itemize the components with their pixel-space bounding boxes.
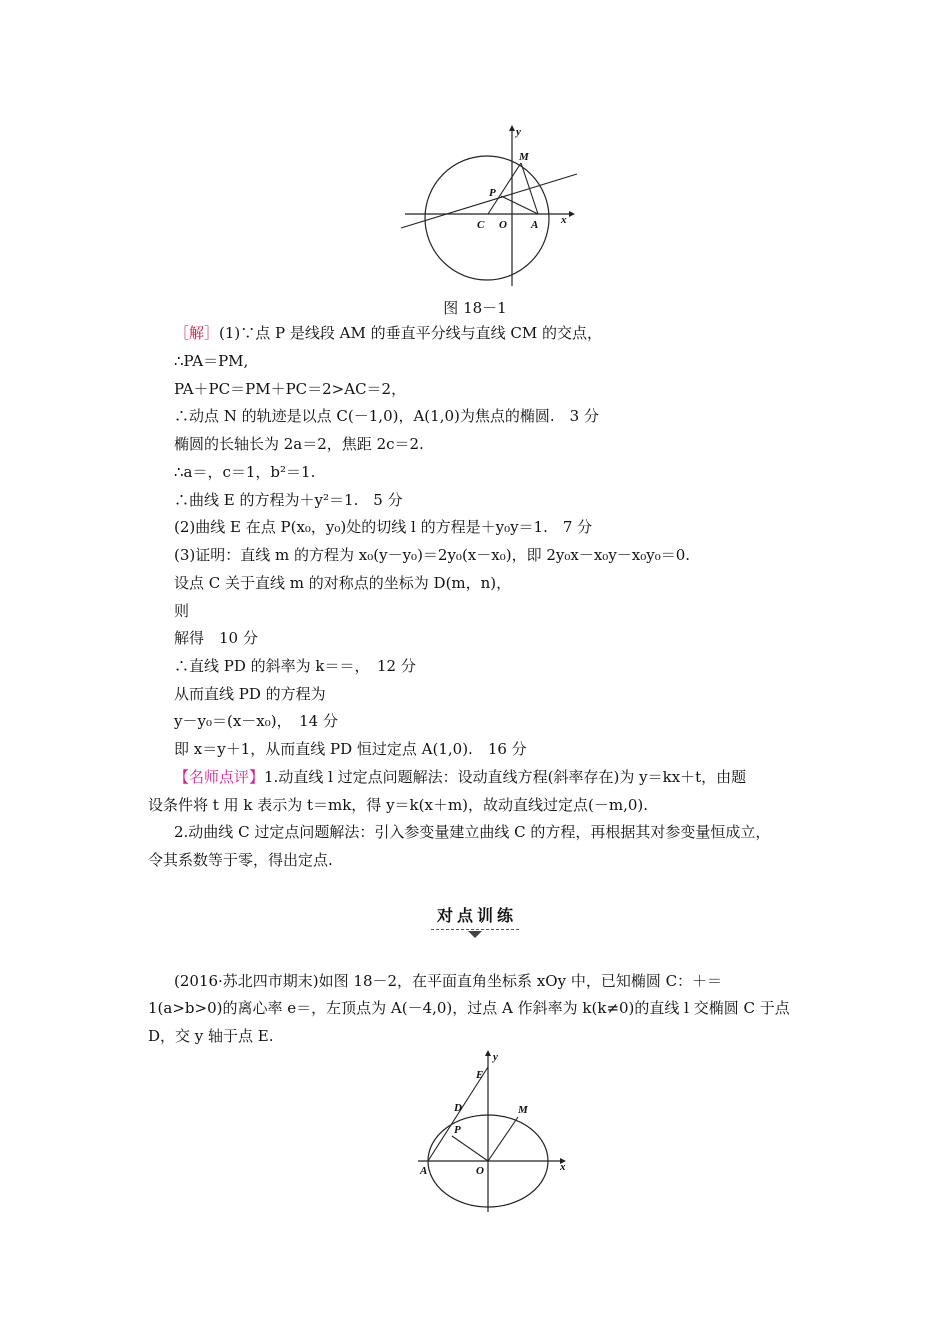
comment-line-4: 令其系数等于零，得出定点. [148,851,333,869]
label-o: O [499,219,507,231]
label-c: C [477,219,485,231]
label-p: P [454,1124,461,1136]
solution-line-16: 即 x＝y＋1，从而直线 PD 恒过定点 A(1,0). 16 分 [174,740,527,758]
comment-line-1 [174,766,746,788]
solution-line-7: ∴曲线 E 的方程为＋y²＝1. 5 分 [174,491,403,509]
segment-op [452,1136,488,1161]
y-axis-arrow [509,125,515,131]
label-a: A [420,1165,428,1177]
solution-line-2: ∴PA＝PM, [174,352,249,370]
figure-18-1 [395,122,585,292]
figure-caption: 图 18－1 [443,299,507,317]
problem-line-2: 1(a>b>0)的离心率 e＝，左顶点为 A(－4,0)，过点 A 作斜率为 k(k≠0)的直线 l 交椭圆 C 于点 [148,999,790,1017]
solution-line-8: (2)曲线 E 在点 P(x₀，y₀)处的切线 l 的方程是＋y₀y＝1. 7 分 [174,518,593,536]
label-y: y [516,126,521,138]
comment-text-1: 1.动直线 l 过定点问题解法：设动直线方程(斜率存在)为 y＝kx＋t，由题 [264,768,747,786]
comment-tag: 【名师点评】 [174,768,265,786]
solution-line-11: 则 [174,602,190,620]
solution-text-1: (1)∵点 P 是线段 AM 的垂直平分线与直线 CM 的交点， [219,324,602,342]
solution-line-6: ∴a＝，c＝1，b²＝1. [174,463,316,481]
solution-line-13: ∴直线 PD 的斜率为 k＝＝， 12 分 [174,657,416,675]
label-a: A [531,219,539,231]
label-e: E [476,1069,484,1081]
solution-line-15: y－y₀＝(x－x₀)， 14 分 [174,712,338,730]
section-title-marker [468,931,482,938]
label-x: x [561,214,567,226]
label-m: M [518,1104,528,1116]
solution-line-3: PA＋PC＝PM＋PC＝2>AC＝2， [174,380,407,398]
label-d: D [454,1102,462,1114]
circle [425,156,549,280]
segment-ma [521,163,538,214]
figure-18-2 [410,1048,580,1218]
solution-line-14: 从而直线 PD 的方程为 [174,685,326,703]
x-axis-arrow [569,211,575,217]
problem-line-3: D，交 y 轴于点 E. [148,1027,274,1045]
solution-tag: ［解］ [174,324,220,342]
solution-line-9: (3)证明：直线 m 的方程为 x₀(y－y₀)＝2y₀(x－x₀)，即 2y₀x－x₀y－x₀y₀＝0. [174,546,691,564]
solution-line-5: 椭圆的长轴长为 2a＝2，焦距 2c＝2. [174,435,424,453]
segment-om [488,1117,518,1161]
label-o: O [476,1165,484,1177]
solution-line-4: ∴动点 N 的轨迹是以点 C(－1,0)，A(1,0)为焦点的椭圆. 3 分 [174,407,599,425]
label-m: M [519,151,529,163]
solution-line-12: 解得 10 分 [174,629,258,647]
solution-line-10: 设点 C 关于直线 m 的对称点的坐标为 D(m，n)， [174,574,512,592]
line-ae [428,1067,488,1161]
label-y: y [493,1051,498,1063]
section-title: 对点训练 [431,903,519,930]
solution-line-1 [174,322,602,344]
comment-line-2: 设条件将 t 用 k 表示为 t＝mk，得 y＝k(x＋m)，故动直线过定点(－m,0). [148,796,649,814]
comment-line-3: 2.动曲线 C 过定点问题解法：引入参变量建立曲线 C 的方程，再根据其对参变量恒成立， [174,823,771,841]
section-heading [0,903,950,930]
problem-line-1: (2016·苏北四市期末)如图 18－2，在平面直角坐标系 xOy 中，已知椭圆 C：＋＝ [174,972,723,990]
label-p: P [489,187,496,199]
y-axis-arrow [485,1050,491,1056]
label-x: x [560,1161,566,1173]
